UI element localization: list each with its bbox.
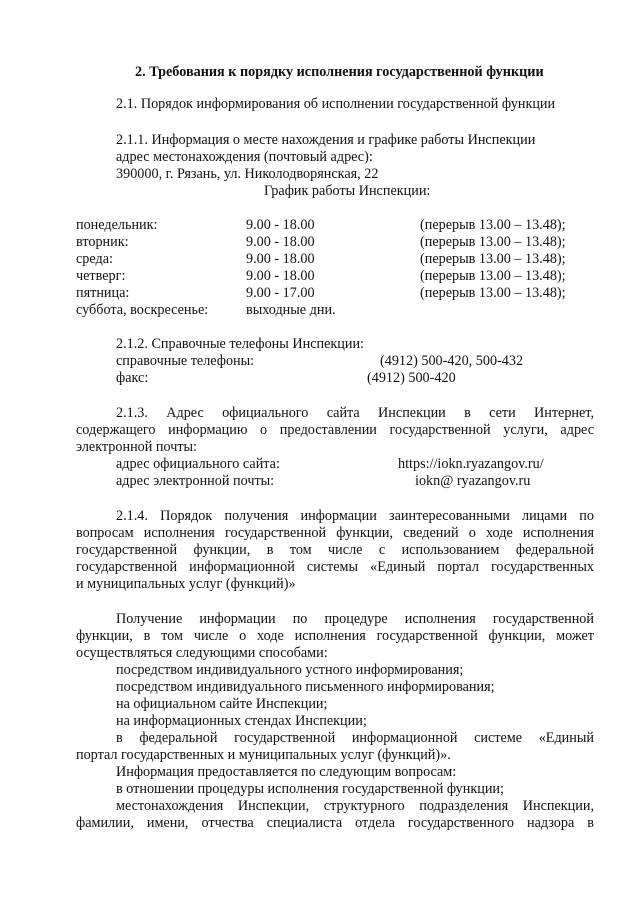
schedule-day: четверг: (76, 268, 126, 284)
schedule-day: пятница: (76, 285, 130, 301)
schedule-day: понедельник: (76, 217, 158, 233)
fax-value: (4912) 500-420 (367, 370, 456, 386)
schedule-break: (перерыв 13.00 – 13.48); (420, 234, 566, 250)
paragraph-2-1: 2.1. Порядок информирования об исполнении государственной функции (116, 96, 556, 112)
schedule-day: вторник: (76, 234, 129, 250)
schedule-time: выходные дни. (246, 302, 336, 318)
website-label: адрес официального сайта: (116, 456, 280, 472)
schedule-time: 9.00 - 18.00 (246, 268, 315, 284)
procedure-paragraph-line: государственной информационной системы «Единый портал государственных (76, 559, 594, 575)
website-paragraph-line: электронной почты: (76, 439, 198, 455)
method-item: на информационных стендах Инспекции; (116, 713, 367, 729)
schedule-row (76, 234, 596, 250)
phones-label: справочные телефоны: (116, 353, 255, 369)
postal-address: 390000, г. Рязань, ул. Николодворянская, 22 (116, 166, 379, 182)
procedure-paragraph-line: вопросам исполнения государственной функции, сведений о ходе исполнения (76, 525, 594, 541)
paragraph-2-1-1-title: 2.1.1. Информация о месте нахождения и графике работы Инспекции (116, 132, 536, 148)
procedure-paragraph-line: и муниципальных услуг (функций)» (76, 576, 296, 592)
schedule-day: среда: (76, 251, 113, 267)
postal-address-label: адрес местонахождения (почтовый адрес): (116, 149, 373, 165)
email-address: iokn@ ryazangov.ru (415, 473, 531, 489)
website-paragraph-line: 2.1.3. Адрес официального сайта Инспекции в сети Интернет, (116, 405, 594, 421)
schedule-row (76, 285, 596, 301)
receive-paragraph-line: Получение информации по процедуре исполнения государственной (116, 611, 594, 627)
fax-label: факс: (116, 370, 149, 386)
schedule-break: (перерыв 13.00 – 13.48); (420, 268, 566, 284)
method-item-continued: портал государственных и муниципальных услуг (функций)». (76, 747, 451, 763)
schedule-day: суббота, воскресенье: (76, 302, 209, 318)
procedure-paragraph-line: государственной функции, в том числе с использованием федеральной (76, 542, 594, 558)
schedule-break: (перерыв 13.00 – 13.48); (420, 251, 566, 267)
schedule-time: 9.00 - 18.00 (246, 251, 315, 267)
question-item: местонахождения Инспекции, структурного подразделения Инспекции, (116, 798, 594, 814)
schedule-title: График работы Инспекции: (264, 183, 431, 199)
schedule-time: 9.00 - 17.00 (246, 285, 315, 301)
schedule-row (76, 302, 596, 318)
schedule-break: (перерыв 13.00 – 13.48); (420, 285, 566, 301)
phones-title: 2.1.2. Справочные телефоны Инспекции: (116, 336, 364, 352)
phones-value: (4912) 500-420, 500-432 (380, 353, 524, 369)
email-label: адрес электронной почты: (116, 473, 275, 489)
schedule-row (76, 268, 596, 284)
info-questions-intro: Информация предоставляется по следующим вопросам: (116, 764, 457, 780)
schedule-time: 9.00 - 18.00 (246, 217, 315, 233)
website-paragraph-line: содержащего информацию о предоставлении государственной услуги, адрес (76, 422, 594, 438)
method-item: посредством индивидуального устного информирования; (116, 662, 464, 678)
schedule-row (76, 251, 596, 267)
schedule-row (76, 217, 596, 233)
schedule-break: (перерыв 13.00 – 13.48); (420, 217, 566, 233)
procedure-paragraph-line: 2.1.4. Порядок получения информации заинтересованными лицами по (116, 508, 594, 524)
schedule-time: 9.00 - 18.00 (246, 234, 315, 250)
method-item: посредством индивидуального письменного информирования; (116, 679, 495, 695)
method-item: в федеральной государственной информационной системе «Единый (116, 730, 594, 746)
receive-paragraph-line: осуществляться следующими способами: (76, 645, 328, 661)
method-item: на официальном сайте Инспекции; (116, 696, 328, 712)
question-item-continued: фамилии, имени, отчества специалиста отдела государственного надзора в (76, 815, 594, 831)
receive-paragraph-line: функции, в том числе о ходе исполнения государственной функции, может (76, 628, 594, 644)
question-item: в отношении процедуры исполнения государственной функции; (116, 781, 504, 797)
section-title: 2. Требования к порядку исполнения государственной функции (135, 64, 544, 80)
website-url: https://iokn.ryazangov.ru/ (398, 456, 544, 472)
